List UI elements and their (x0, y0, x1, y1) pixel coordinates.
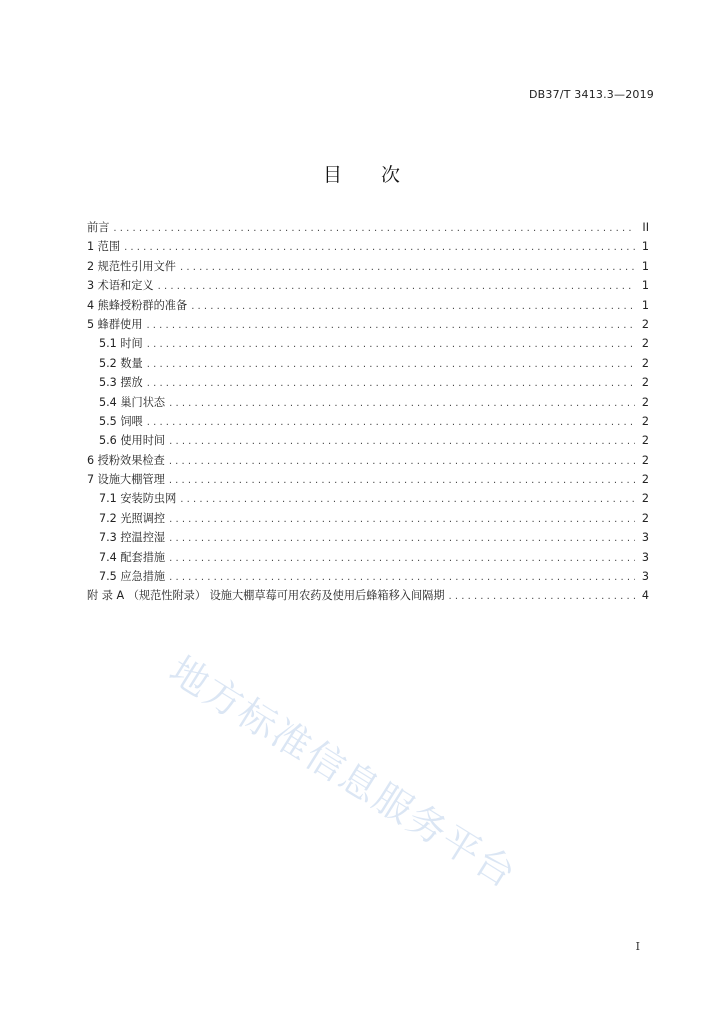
toc-entry[interactable] (87, 334, 649, 353)
toc-entry-label: 7 设施大棚管理 (87, 473, 165, 487)
toc-entry-label: 1 范围 (87, 240, 121, 254)
toc-entry-label: 5 蜂群使用 (87, 317, 143, 331)
toc-leader-dots (191, 297, 635, 316)
toc-entry-page: 2 (641, 317, 649, 331)
toc-entry[interactable] (87, 567, 649, 586)
toc-entry[interactable] (87, 354, 649, 373)
toc-entry[interactable] (87, 237, 649, 256)
toc-entry-page: 2 (641, 473, 649, 487)
toc-leader-dots (180, 258, 635, 277)
toc-leader-dots (169, 432, 635, 451)
toc-leader-dots (169, 510, 635, 529)
toc-entry-label: 7.2 光照调控 (99, 511, 166, 525)
toc-entry[interactable] (87, 528, 649, 547)
toc-entry-label: 前言 (87, 221, 110, 234)
toc-entry[interactable] (87, 509, 649, 528)
toc-leader-dots (169, 394, 635, 413)
toc-entry-label: 2 规范性引用文件 (87, 259, 176, 273)
toc-entry-page: 1 (641, 279, 649, 293)
toc-entry[interactable] (87, 548, 649, 567)
page-title (0, 160, 724, 187)
toc-entry-label: 4 熊蜂授粉群的准备 (87, 298, 188, 312)
toc-entry-page: II (642, 221, 649, 234)
toc-entry-label: 7.5 应急措施 (99, 570, 166, 584)
toc-entry[interactable] (87, 393, 649, 412)
toc-entry[interactable] (87, 412, 649, 431)
toc-entry[interactable] (87, 315, 649, 334)
toc-entry-label: 7.3 控温控湿 (99, 531, 166, 545)
toc-leader-dots (147, 374, 635, 393)
toc-entry[interactable] (87, 257, 649, 276)
toc-leader-dots (180, 490, 635, 509)
toc-entry[interactable] (87, 451, 649, 470)
title-part-1: 目 (322, 164, 343, 186)
toc-entry-page: 2 (641, 395, 649, 409)
toc-entry-label: 5.2 数量 (99, 356, 143, 370)
toc-leader-dots (158, 277, 635, 296)
toc-entry-page: 2 (641, 337, 649, 351)
toc-entry-page: 1 (641, 298, 649, 312)
toc-entry[interactable] (87, 470, 649, 489)
toc-leader-dots (449, 587, 635, 606)
toc-entry[interactable] (87, 373, 649, 392)
toc-entry-label: 7.1 安装防虫网 (99, 492, 177, 506)
toc-entry[interactable] (87, 489, 649, 508)
toc-entry[interactable] (87, 296, 649, 315)
toc-leader-dots (113, 219, 635, 238)
toc-entry-page: 2 (641, 511, 649, 525)
toc-entry[interactable] (87, 431, 649, 450)
toc-entry[interactable] (87, 218, 649, 237)
toc-leader-dots (124, 238, 635, 257)
page-number: I (635, 940, 640, 953)
toc-leader-dots (146, 316, 635, 335)
toc-leader-dots (169, 568, 635, 587)
toc-entry-label: 5.5 饲喂 (99, 414, 143, 428)
toc-entry-page: 2 (641, 453, 649, 467)
toc-leader-dots (147, 335, 635, 354)
toc-leader-dots (169, 471, 635, 490)
toc-entry-page: 2 (641, 492, 649, 506)
toc-entry[interactable] (87, 586, 649, 605)
toc-entry-page: 1 (641, 259, 649, 273)
toc-entry-label: 5.1 时间 (99, 337, 143, 351)
toc-entry-label: 3 术语和定义 (87, 279, 154, 293)
toc-leader-dots (147, 355, 635, 374)
toc-entry-page: 2 (641, 434, 649, 448)
toc-entry-page: 4 (641, 589, 649, 603)
document-code: DB37/T 3413.3—2019 (528, 88, 654, 101)
toc-entry-label: 附 录 A （规范性附录） 设施大棚草莓可用农药及使用后蜂箱移入间隔期 (87, 589, 445, 603)
toc-entry-page: 2 (641, 356, 649, 370)
toc-entry-page: 2 (641, 414, 649, 428)
toc-entry-page: 2 (641, 376, 649, 390)
toc-entry-label: 5.4 巢门状态 (99, 395, 166, 409)
toc-entry-label: 5.6 使用时间 (99, 434, 166, 448)
watermark: 地方标准信息服务平台 (161, 647, 525, 897)
toc-entry-page: 3 (641, 570, 649, 584)
toc-leader-dots (169, 529, 635, 548)
toc-entry-label: 6 授粉效果检查 (87, 453, 165, 467)
toc-entry[interactable] (87, 276, 649, 295)
title-part-2: 次 (381, 164, 402, 186)
toc-entry-page: 3 (641, 550, 649, 564)
table-of-contents (87, 218, 649, 606)
toc-entry-label: 5.3 摆放 (99, 376, 143, 390)
toc-leader-dots (169, 549, 635, 568)
toc-entry-label: 7.4 配套措施 (99, 550, 166, 564)
toc-leader-dots (147, 413, 635, 432)
toc-entry-page: 1 (641, 240, 649, 254)
toc-leader-dots (169, 452, 635, 471)
toc-entry-page: 3 (641, 531, 649, 545)
